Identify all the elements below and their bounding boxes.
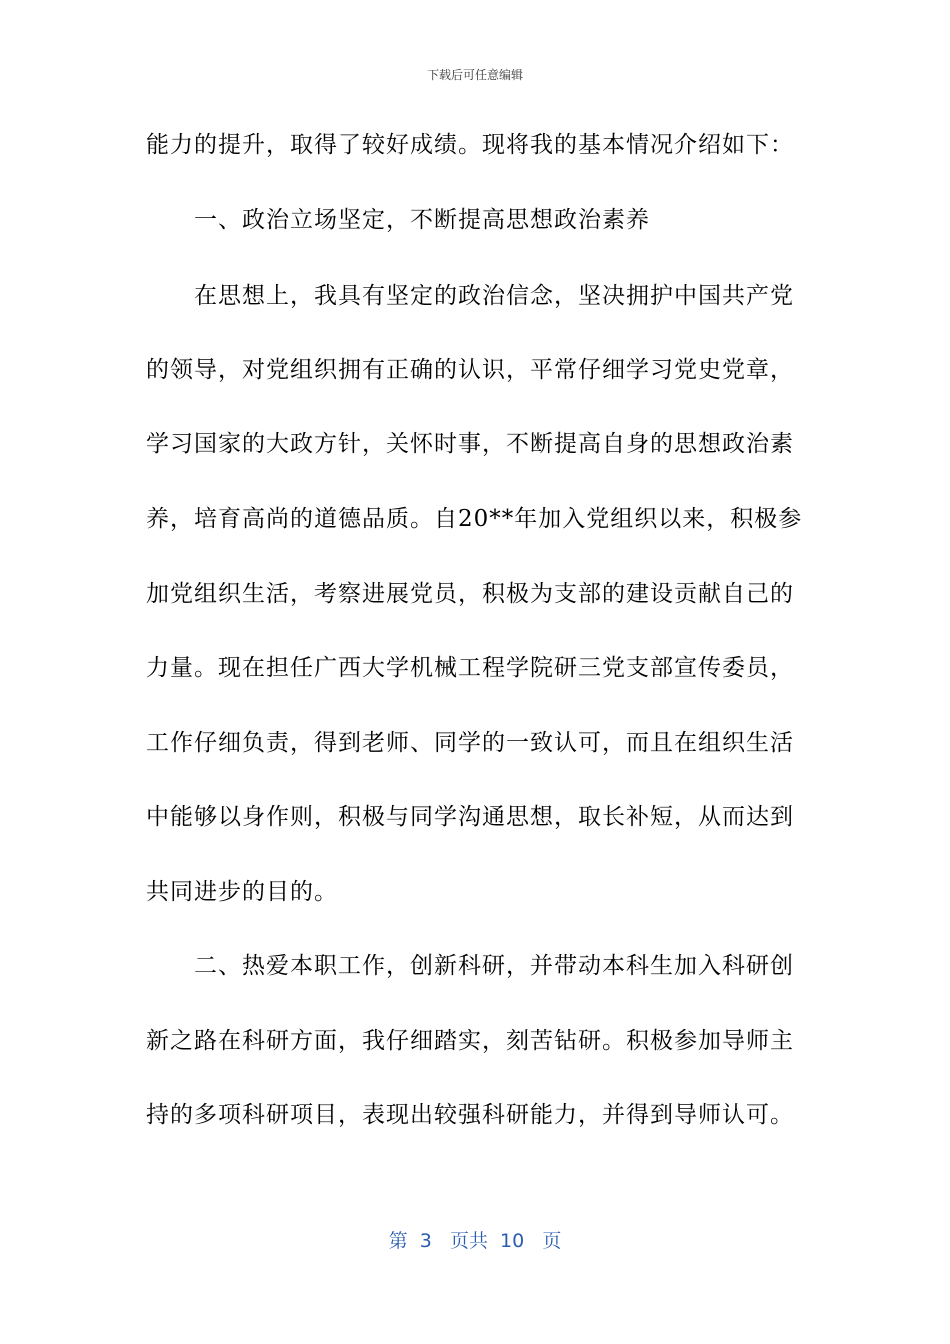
- section-heading-1: 一、政治立场坚定，不断提高思想政治素养: [194, 207, 650, 233]
- paragraph-line: 在思想上，我具有坚定的政治信念，坚决拥护中国共产党: [194, 283, 794, 309]
- paragraph-line: 能力的提升，取得了较好成绩。现将我的基本情况介绍如下：: [146, 132, 794, 158]
- page-number-footer: 第 3 页共 10 页: [388, 1230, 562, 1252]
- section-heading-2: 二、热爱本职工作，创新科研，并带动本科生加入科研创: [194, 953, 794, 979]
- paragraph-line: 持的多项科研项目，表现出较强科研能力，并得到导师认可。: [146, 1102, 794, 1128]
- paragraph-line: 工作仔细负责，得到老师、同学的一致认可，而且在组织生活: [146, 730, 794, 756]
- paragraph-line: 力量。现在担任广西大学机械工程学院研三党支部宣传委员，: [146, 655, 794, 681]
- paragraph-line: 养，培育高尚的道德品质。自20**年加入党组织以来，积极参: [146, 506, 803, 532]
- paragraph-line: 新之路在科研方面，我仔细踏实，刻苦钻研。积极参加导师主: [146, 1028, 794, 1054]
- paragraph-line: 加党组织生活，考察进展党员，积极为支部的建设贡献自己的: [146, 581, 794, 607]
- paragraph-line: 的领导，对党组织拥有正确的认识，平常仔细学习党史党章，: [146, 357, 794, 383]
- paragraph-line: 学习国家的大政方针，关怀时事，不断提高自身的思想政治素: [146, 431, 794, 457]
- page-header: 下载后可任意编辑: [426, 68, 523, 82]
- paragraph-line: 共同进步的目的。: [146, 879, 338, 905]
- paragraph-line: 中能够以身作则，积极与同学沟通思想，取长补短，从而达到: [146, 804, 794, 830]
